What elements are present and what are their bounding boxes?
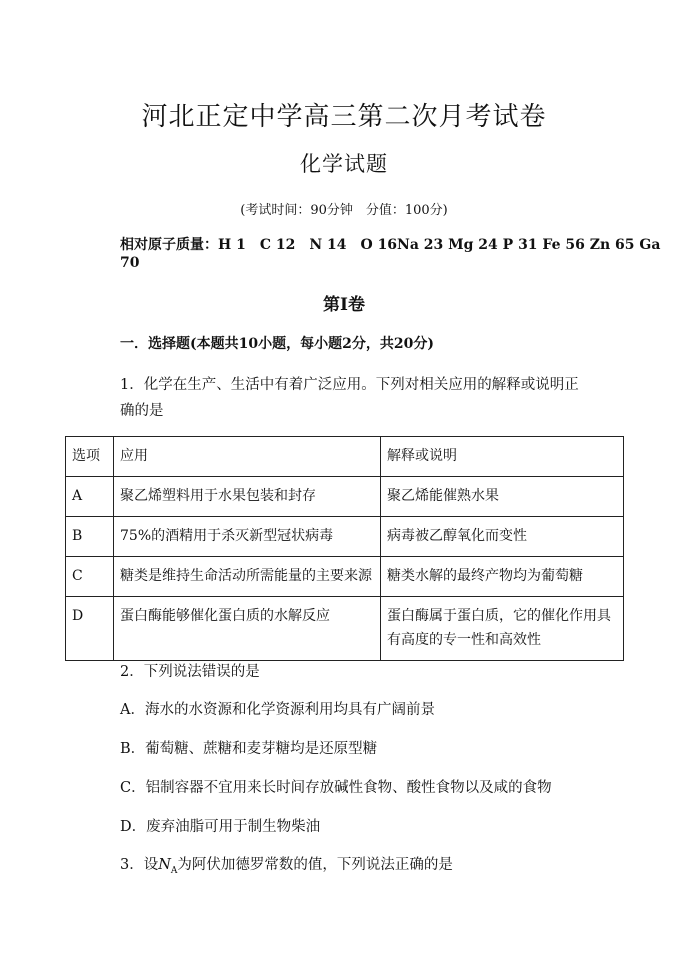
exam-info: (考试时间：90分钟 分值：100分): [240, 203, 448, 218]
exam-title: 河北正定中学高三第二次月考试卷: [141, 102, 547, 132]
section-heading: 一．选择题(本题共10小题，每小题2分，共20分): [120, 336, 434, 352]
table-header-cell: 选项: [66, 437, 114, 477]
option-cell: C: [66, 557, 114, 597]
option-cell: B: [66, 517, 114, 557]
explanation-cell: 病毒被乙醇氧化而变性: [381, 517, 624, 557]
question-2-stem: 2．下列说法错误的是: [120, 664, 260, 680]
explanation-cell: 糖类水解的最终产物均为葡萄糖: [381, 557, 624, 597]
option-cell: A: [66, 477, 114, 517]
exam-subtitle: 化学试题: [300, 152, 388, 176]
question-2-option-c: C．铝制容器不宜用来长时间存放碱性食物、酸性食物以及咸的食物: [120, 780, 552, 796]
question-3-prefix: 3．设: [120, 857, 159, 873]
question-3-suffix: 为阿伏加德罗常数的值，下列说法正确的是: [177, 857, 453, 873]
question-3-stem: [120, 853, 453, 876]
explanation-cell: 蛋白酶属于蛋白质，它的催化作用具有高度的专一性和高效性: [381, 597, 624, 661]
application-cell: 糖类是维持生命活动所需能量的主要来源: [114, 557, 381, 597]
table-row: [66, 517, 624, 557]
volume-label: 第Ⅰ卷: [323, 295, 365, 315]
avogadro-symbol: N: [158, 857, 171, 873]
explanation-cell: 聚乙烯能催熟水果: [381, 477, 624, 517]
table-header-row: [66, 437, 624, 477]
question-2-option-d: D．废弃油脂可用于制生物柴油: [120, 819, 321, 835]
table-row: [66, 597, 624, 661]
table-row: [66, 557, 624, 597]
application-cell: 蛋白酶能够催化蛋白质的水解反应: [114, 597, 381, 661]
avogadro-subscript: A: [170, 865, 178, 876]
table-header-cell: 应用: [114, 437, 381, 477]
question-2-option-b: B．葡萄糖、蔗糖和麦芽糖均是还原型糖: [120, 741, 378, 757]
application-cell: 聚乙烯塑料用于水果包装和封存: [114, 477, 381, 517]
question-1-stem-line-1: 1．化学在生产、生活中有着广泛应用。下列对相关应用的解释或说明正: [120, 377, 579, 393]
atomic-mass-line-2: 70: [120, 255, 140, 271]
application-cell: 75%的酒精用于杀灭新型冠状病毒: [114, 517, 381, 557]
question-1-table: [65, 436, 624, 661]
question-1-stem-line-2: 确的是: [120, 403, 164, 419]
question-2-option-a: A．海水的水资源和化学资源利用均具有广阔前景: [120, 702, 435, 718]
table-header-cell: 解释或说明: [381, 437, 624, 477]
option-cell: D: [66, 597, 114, 661]
atomic-mass-line-1: 相对原子质量：H 1 C 12 N 14 O 16Na 23 Mg 24 P 31 Fe 56 Zn 65 Ga: [120, 237, 661, 253]
table-row: [66, 477, 624, 517]
